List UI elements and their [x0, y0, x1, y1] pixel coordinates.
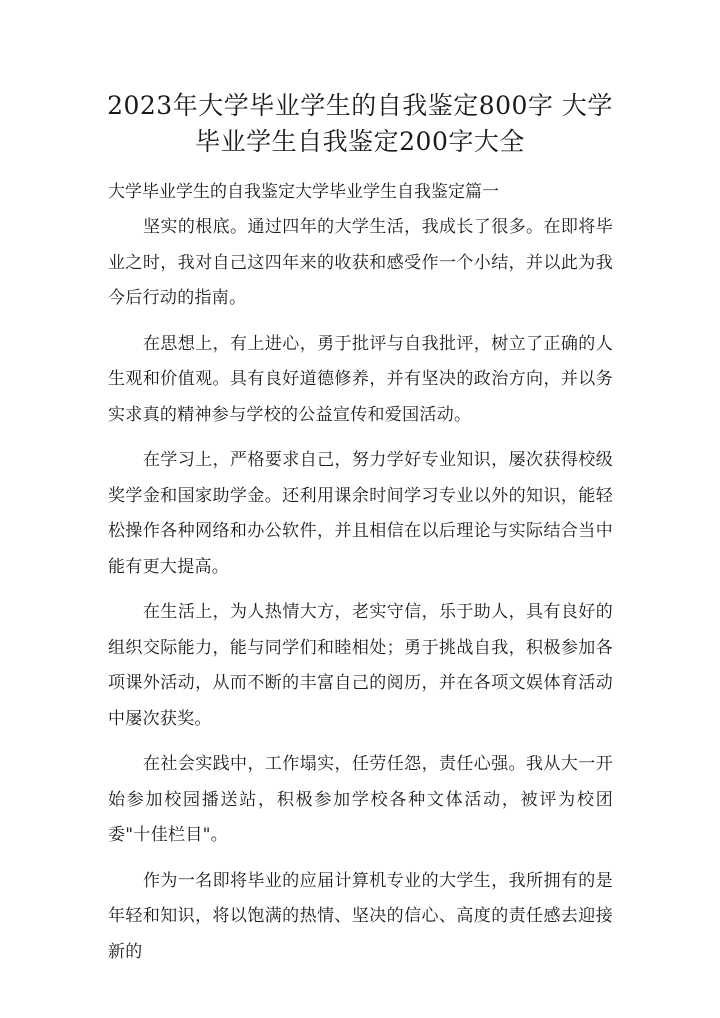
- paragraph: 在社会实践中，工作塌实，任劳任怨，责任心强。我从大一开始参加校园播送站，积极参加学校各种文体活动，被评为校团委"十佳栏目"。: [108, 754, 613, 845]
- paragraph: 在学习上，严格要求自己，努力学好专业知识，屡次获得校级奖学金和国家助学金。还利用课余时间学习专业以外的知识，能轻松操作各种网络和办公软件，并且相信在以后理论与实际结合当中能有更大提高。: [108, 450, 613, 577]
- paragraph: 坚实的根底。通过四年的大学生活，我成长了很多。在即将毕业之时，我对自己这四年来的收获和感受作一个小结，并以此为我今后行动的指南。: [108, 217, 613, 308]
- paragraph: 在生活上，为人热情大方，老实守信，乐于助人，具有良好的组织交际能力，能与同学们和睦相处；勇于挑战自我，积极参加各项课外活动，从而不断的丰富自己的阅历，并在各项文娱体育活动中屡次获奖。: [108, 602, 613, 729]
- section-heading: 大学毕业学生的自我鉴定大学毕业学生自我鉴定篇一: [108, 182, 499, 202]
- document-body: [108, 210, 613, 980]
- paragraph: 作为一名即将毕业的应届计算机专业的大学生，我所拥有的是年轻和知识，将以饱满的热情、坚决的信心、高度的责任感去迎接新的: [108, 870, 613, 962]
- paragraph: 在思想上，有上进心，勇于批评与自我批评，树立了正确的人生观和价值观。具有良好道德修养，并有坚决的政治方向，并以务实求真的精神参与学校的公益宣传和爱国活动。: [108, 333, 613, 425]
- document-title: 2023年大学毕业学生的自我鉴定800字 大学毕业学生自我鉴定200字大全: [107, 91, 613, 156]
